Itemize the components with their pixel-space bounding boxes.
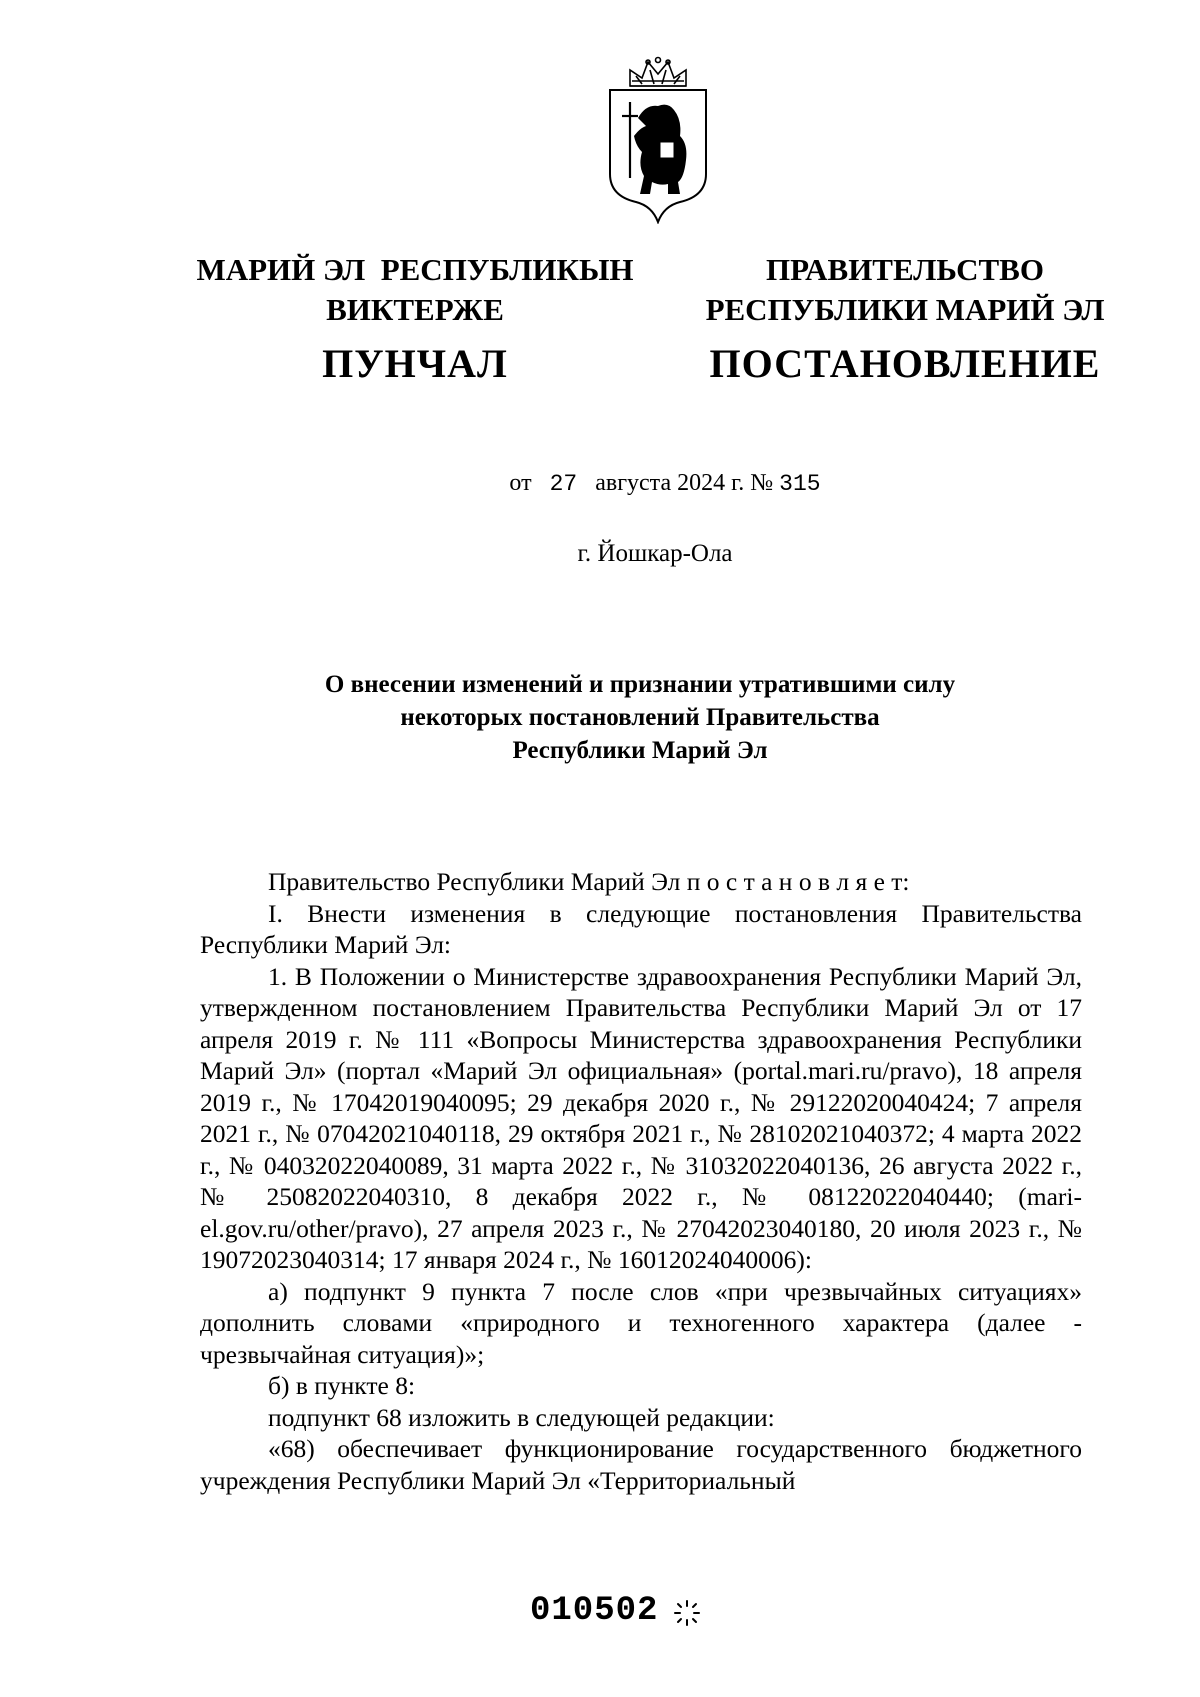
title-line3: Республики Марий Эл bbox=[512, 737, 768, 764]
security-mark-icon bbox=[672, 1598, 702, 1628]
paragraph-subpoint-68: подпункт 68 изложить в следующей редакции: bbox=[268, 1402, 775, 1432]
title-line1: О внесении изменений и признании утратившими силу bbox=[324, 671, 956, 698]
header-left-line2: ВИКТЕРЖЕ bbox=[326, 292, 504, 327]
document-title bbox=[200, 668, 1080, 767]
document-number: 315 bbox=[779, 471, 821, 497]
paragraph-preamble: Правительство Республики Марий Эл п о с т а н о в л я е т: bbox=[268, 867, 910, 896]
paragraph-section-1: I. Внести изменения в следующие постановления Правительства Республики Марий Эл: bbox=[200, 898, 1082, 959]
header-right-doc-type: ПОСТАНОВЛЕНИЕ bbox=[709, 341, 1101, 386]
paragraph-quote-68: «68) обеспечивает функционирование государственного бюджетного учреждения Республики Марий Эл «Территориальный bbox=[200, 1434, 1082, 1495]
date-prefix: от bbox=[509, 470, 532, 496]
title-line2: некоторых постановлений Правительства bbox=[400, 704, 880, 731]
paragraph-subitem-b: б) в пункте 8: bbox=[268, 1371, 416, 1400]
header-right-line1: ПРАВИТЕЛЬСТВО bbox=[766, 252, 1044, 287]
city: г. Йошкар-Ола bbox=[577, 540, 733, 567]
crown-icon bbox=[630, 58, 686, 87]
paragraph-item-1: 1. В Положении о Министерстве здравоохранения Республики Марий Эл, утвержденном постановлением Правительства Республики Марий Эл от 17 апреля 2019 г. № 111 «Вопросы Министерства здравоохранения Республики Марий Эл» (портал «Марий Эл официальная» (portal.mari.ru/pravo), 18 апреля 2019 г., № 17042019040095; 29 декабря 2020 г., № 29122020040424; 7 апреля 2021 г., № 07042021040118, 29 октября 2021 г., № 28102021040372; 4 марта 2022 г., № 04032022040089, 31 марта 2022 г., № 31032022040136, 26 августа 2022 г., № 25082022040310, 8 декабря 2022 г., № 08122022040440; (mari-el.gov.ru/other/pravo), 27 апреля 2023 г., № 27042023040180, 20 июля 2023 г., № 19072023040314; 17 января 2024 г., № 16012024040006): bbox=[200, 961, 1082, 1274]
coat-of-arms-icon bbox=[602, 56, 714, 224]
header-left-line1: МАРИЙ ЭЛ РЕСПУБЛИКЫН bbox=[196, 252, 634, 287]
date-day: 27 bbox=[549, 471, 578, 497]
date-month-year: августа 2024 г. № bbox=[595, 470, 774, 496]
document-date bbox=[0, 470, 1200, 497]
header-mari bbox=[190, 250, 640, 384]
serial-number: 010502 bbox=[530, 1592, 659, 1630]
header-russian bbox=[680, 250, 1130, 384]
header-left-doc-type: ПУНЧАЛ bbox=[322, 341, 508, 386]
document-body bbox=[200, 866, 1082, 1496]
header-right-line2: РЕСПУБЛИКИ МАРИЙ ЭЛ bbox=[705, 292, 1105, 327]
paragraph-subitem-a: а) подпункт 9 пункта 7 после слов «при чрезвычайных ситуациях» дополнить словами «природного и техногенного характера (далее - чрезвычайная ситуация)»; bbox=[200, 1276, 1082, 1369]
